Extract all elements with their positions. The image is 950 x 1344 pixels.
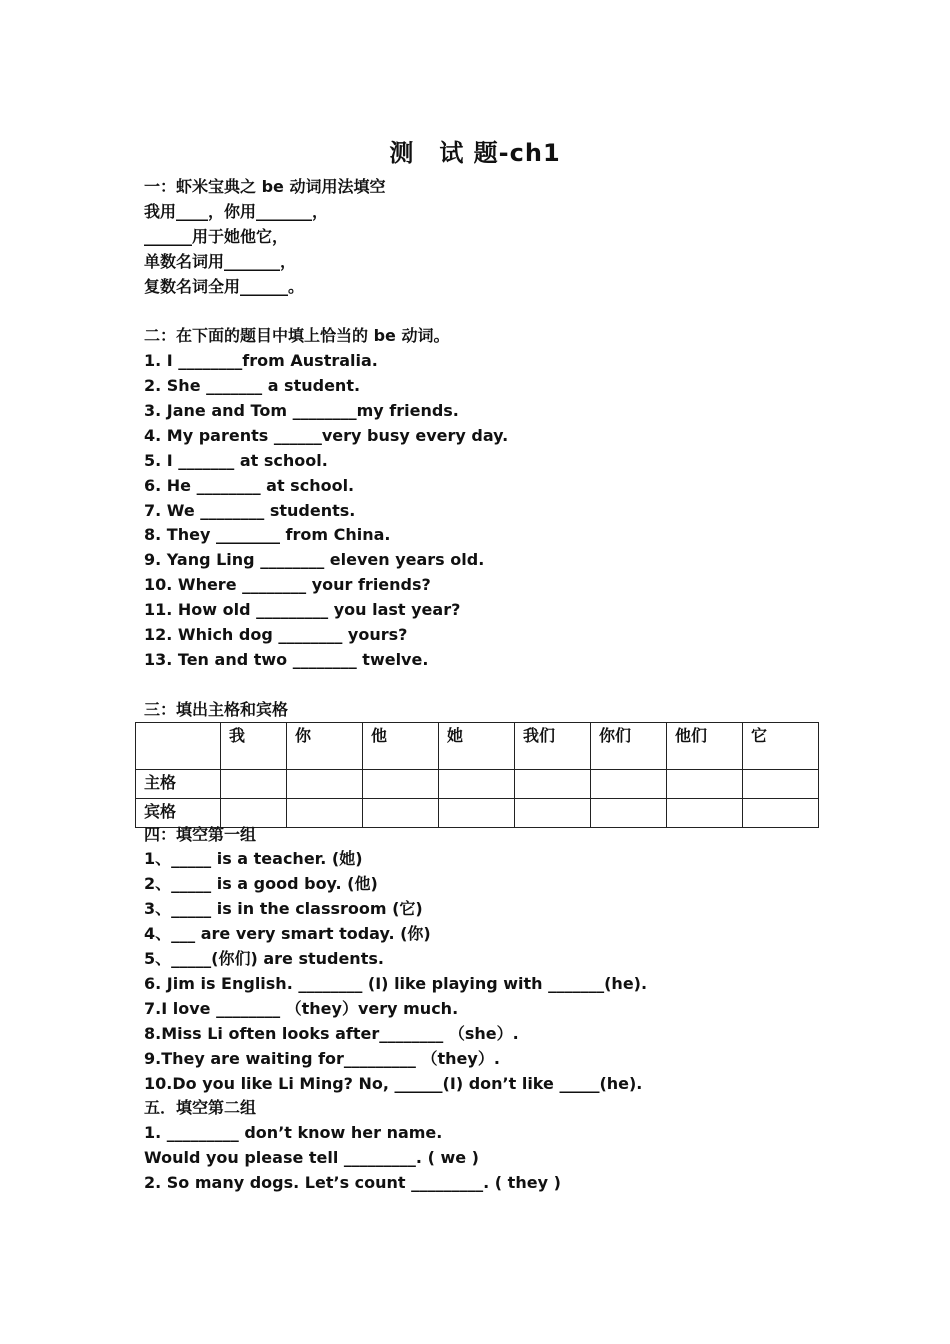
table-header-cell [136, 723, 221, 770]
section2-item: 11. How old _________ you last year? [144, 600, 461, 619]
section5-item: 2. So many dogs. Let’s count _________. ( they ) [144, 1173, 561, 1192]
section1-line: 单数名词用_______， [144, 252, 297, 271]
section1-heading: 一：虾米宝典之 be 动词用法填空 [144, 177, 386, 196]
section2-item: 9. Yang Ling ________ eleven years old. [144, 550, 485, 569]
answer-cell[interactable] [221, 770, 287, 799]
table-header-cell: 我 [221, 723, 287, 770]
section2-item: 12. Which dog ________ yours? [144, 625, 408, 644]
page-title: 测 试 题-ch1 [389, 139, 561, 167]
section4-item: 3、_____ is in the classroom (它) [144, 899, 423, 918]
table-header-cell: 他们 [667, 723, 743, 770]
answer-cell[interactable] [363, 799, 439, 828]
table-header-cell: 她 [439, 723, 515, 770]
section4-item: 5、_____(你们) are students. [144, 949, 384, 968]
section4-heading: 四：填空第一组 [144, 825, 257, 844]
section1-line: 复数名词全用______。 [144, 277, 305, 296]
section2-item: 1. I ________from Australia. [144, 351, 378, 370]
table-row [136, 770, 819, 799]
row-label-objective: 宾格 [136, 799, 221, 828]
answer-cell[interactable] [591, 799, 667, 828]
section4-item: 7.I love ________ （they）very much. [144, 999, 459, 1018]
section2-item: 8. They ________ from China. [144, 525, 391, 544]
section2-item: 13. Ten and two ________ twelve. [144, 650, 429, 669]
section4-item: 10.Do you like Li Ming? No, ______(I) don’t like _____(he). [144, 1074, 643, 1093]
section4-item: 9.They are waiting for_________ （they）. [144, 1049, 500, 1068]
answer-cell[interactable] [287, 799, 363, 828]
section2-item: 3. Jane and Tom ________my friends. [144, 401, 459, 420]
answer-cell[interactable] [667, 799, 743, 828]
answer-cell[interactable] [743, 770, 819, 799]
table-header-cell: 你 [287, 723, 363, 770]
section2-heading: 二：在下面的题目中填上恰当的 be 动词。 [144, 326, 450, 345]
section2-item: 10. Where ________ your friends? [144, 575, 431, 594]
section4-item: 4、___ are very smart today. (你) [144, 924, 431, 943]
section5-item: 1. _________ don’t know her name. [144, 1123, 443, 1142]
section2-item: 4. My parents ______very busy every day. [144, 426, 509, 445]
section4-item: 1、_____ is a teacher. (她) [144, 849, 363, 868]
answer-cell[interactable] [743, 799, 819, 828]
answer-cell[interactable] [667, 770, 743, 799]
section1-line: 我用____，你用_______， [144, 202, 329, 221]
section4-item: 8.Miss Li often looks after________ （she）. [144, 1024, 519, 1043]
pronoun-table [135, 722, 819, 828]
section5-item: Would you please tell _________. ( we ) [144, 1148, 479, 1167]
table-header-cell: 他 [363, 723, 439, 770]
section2-item: 6. He ________ at school. [144, 476, 355, 495]
answer-cell[interactable] [439, 770, 515, 799]
section3-heading: 三：填出主格和宾格 [144, 700, 289, 719]
section2-item: 2. She _______ a student. [144, 376, 361, 395]
answer-cell[interactable] [287, 770, 363, 799]
answer-cell[interactable] [363, 770, 439, 799]
section5-heading: 五．填空第二组 [144, 1098, 257, 1117]
section4-item: 2、_____ is a good boy. (他) [144, 874, 378, 893]
answer-cell[interactable] [515, 799, 591, 828]
table-header-cell: 我们 [515, 723, 591, 770]
section4-item: 6. Jim is English. ________ (I) like playing with _______(he). [144, 974, 648, 993]
table-header-cell: 它 [743, 723, 819, 770]
section1-line: ______用于她他它， [144, 227, 289, 246]
section2-item: 5. I _______ at school. [144, 451, 328, 470]
answer-cell[interactable] [515, 770, 591, 799]
table-header-row [136, 723, 819, 770]
section2-item: 7. We ________ students. [144, 501, 356, 520]
answer-cell[interactable] [439, 799, 515, 828]
table-header-cell: 你们 [591, 723, 667, 770]
row-label-nominative: 主格 [136, 770, 221, 799]
answer-cell[interactable] [591, 770, 667, 799]
